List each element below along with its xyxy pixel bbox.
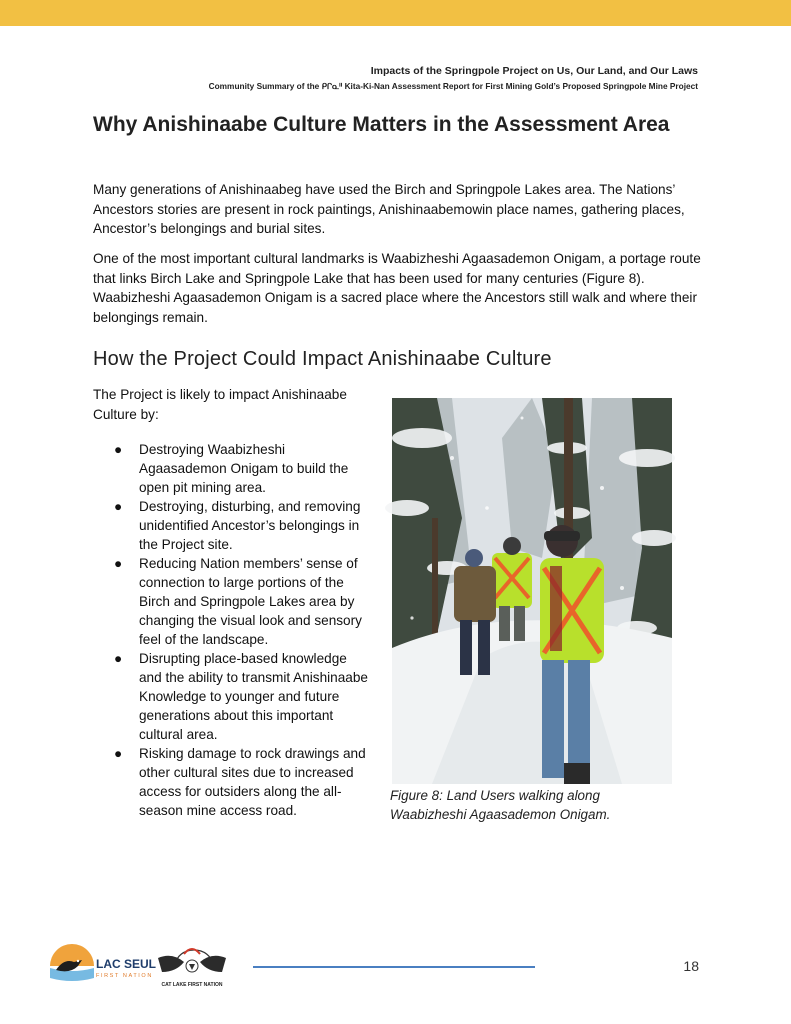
cat-lake-label: CAT LAKE FIRST NATION — [161, 982, 223, 988]
footer-divider — [253, 966, 535, 968]
impacts-intro: The Project is likely to impact Anishinaabe Culture by: — [93, 387, 347, 422]
list-item: ● Disrupting place-based knowledge and the ability to transmit Anishinaabe Knowledge to younger and future generations about this important cultural area. — [114, 651, 368, 742]
body-paragraph-2: One of the most important cultural landmarks is Waabizheshi Agaasademon Onigam, a portage route that links Birch Lake and Springpole Lake that has been used for many centuries (Figure 8). Waabizheshi Agaasademon Onigam is a sacred place where the Ancestors still walk and where their belongings remain. — [93, 251, 701, 325]
section-heading-impacts: How the Project Could Impact Anishinaabe Culture — [93, 348, 552, 370]
lac-seul-logo — [48, 944, 156, 990]
bullet-icon: ● — [114, 499, 123, 514]
bullet-icon: ● — [114, 556, 123, 571]
figure-8-caption: Figure 8: Land Users walking along Waabizheshi Agaasademon Onigam. — [390, 788, 611, 822]
section-heading-culture-matters: Why Anishinaabe Culture Matters in the Assessment Area — [93, 113, 670, 136]
list-item: ● Destroying Waabizheshi Agaasademon Onigam to build the open pit mining area. — [114, 442, 349, 495]
top-accent-bar — [0, 0, 791, 26]
list-item: ● Reducing Nation members’ sense of connection to large portions of the Birch and Springpole Lakes area by changing the visual look and sensory feel of the landscape. — [114, 556, 362, 647]
impacts-list — [112, 440, 372, 820]
figure-8-photo — [392, 398, 672, 784]
loon-icon — [48, 944, 156, 990]
running-header-subtitle: Community Summary of the ᑭᒋᓇᐦ Kita-Ki-Nan Assessment Report for First Mining Gold’s Proposed Springpole Mine Project — [208, 81, 698, 91]
bullet-icon: ● — [114, 442, 123, 457]
cat-lake-logo — [154, 944, 230, 990]
lac-seul-name: LAC SEUL — [96, 957, 156, 971]
bullet-icon: ● — [114, 746, 123, 761]
cat-lake-emblem-icon — [154, 944, 230, 990]
running-header-title: Impacts of the Springpole Project on Us, Our Land, and Our Laws — [370, 65, 698, 77]
list-item: ● Risking damage to rock drawings and other cultural sites due to increased access for outsiders along the all-season mine access road. — [114, 746, 366, 818]
snowy-portage-illustration — [392, 398, 672, 784]
body-paragraph-1: Many generations of Anishinaabeg have used the Birch and Springpole Lakes area. The Nations’ Ancestors stories are present in rock paintings, Anishinaabemowin place names, gathering places, Ancestor’s belongings and burial sites. — [93, 182, 685, 236]
lac-seul-subtitle: FIRST NATION — [96, 973, 153, 979]
list-item: ● Destroying, disturbing, and removing unidentified Ancestor’s belongings in the Project site. — [114, 499, 361, 552]
page-number: 18 — [683, 958, 699, 974]
bullet-icon: ● — [114, 651, 123, 666]
